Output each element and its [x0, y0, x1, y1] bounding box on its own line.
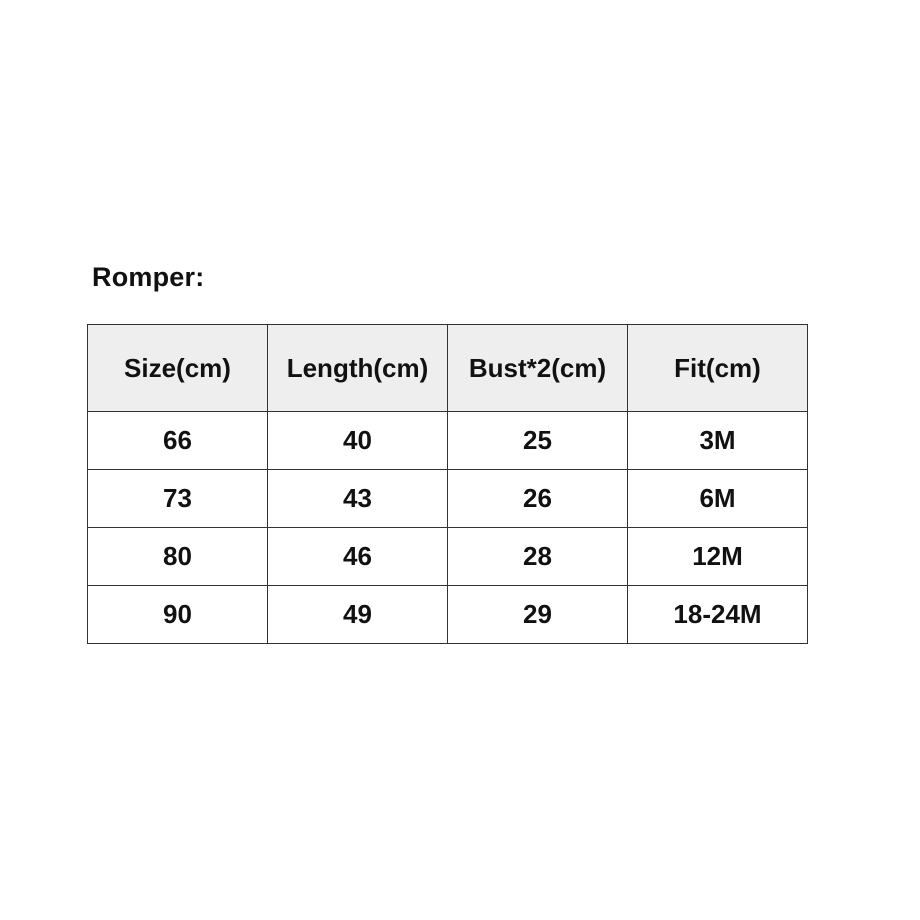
table-row [88, 586, 808, 644]
cell-bust: 26 [448, 470, 628, 528]
cell-fit: 18-24M [628, 586, 808, 644]
cell-length: 49 [268, 586, 448, 644]
cell-fit: 6M [628, 470, 808, 528]
cell-length: 46 [268, 528, 448, 586]
cell-size: 90 [88, 586, 268, 644]
header-bust: Bust*2(cm) [448, 325, 628, 412]
header-length: Length(cm) [268, 325, 448, 412]
cell-bust: 25 [448, 412, 628, 470]
cell-size: 80 [88, 528, 268, 586]
cell-size: 73 [88, 470, 268, 528]
table-row [88, 412, 808, 470]
table-row [88, 470, 808, 528]
header-size: Size(cm) [88, 325, 268, 412]
cell-bust: 29 [448, 586, 628, 644]
page-title: Romper: [92, 262, 205, 292]
header-fit: Fit(cm) [628, 325, 808, 412]
table-header-row [88, 325, 808, 412]
cell-length: 43 [268, 470, 448, 528]
cell-size: 66 [88, 412, 268, 470]
size-chart-table [87, 324, 808, 644]
cell-bust: 28 [448, 528, 628, 586]
cell-fit: 12M [628, 528, 808, 586]
table-row [88, 528, 808, 586]
cell-length: 40 [268, 412, 448, 470]
cell-fit: 3M [628, 412, 808, 470]
